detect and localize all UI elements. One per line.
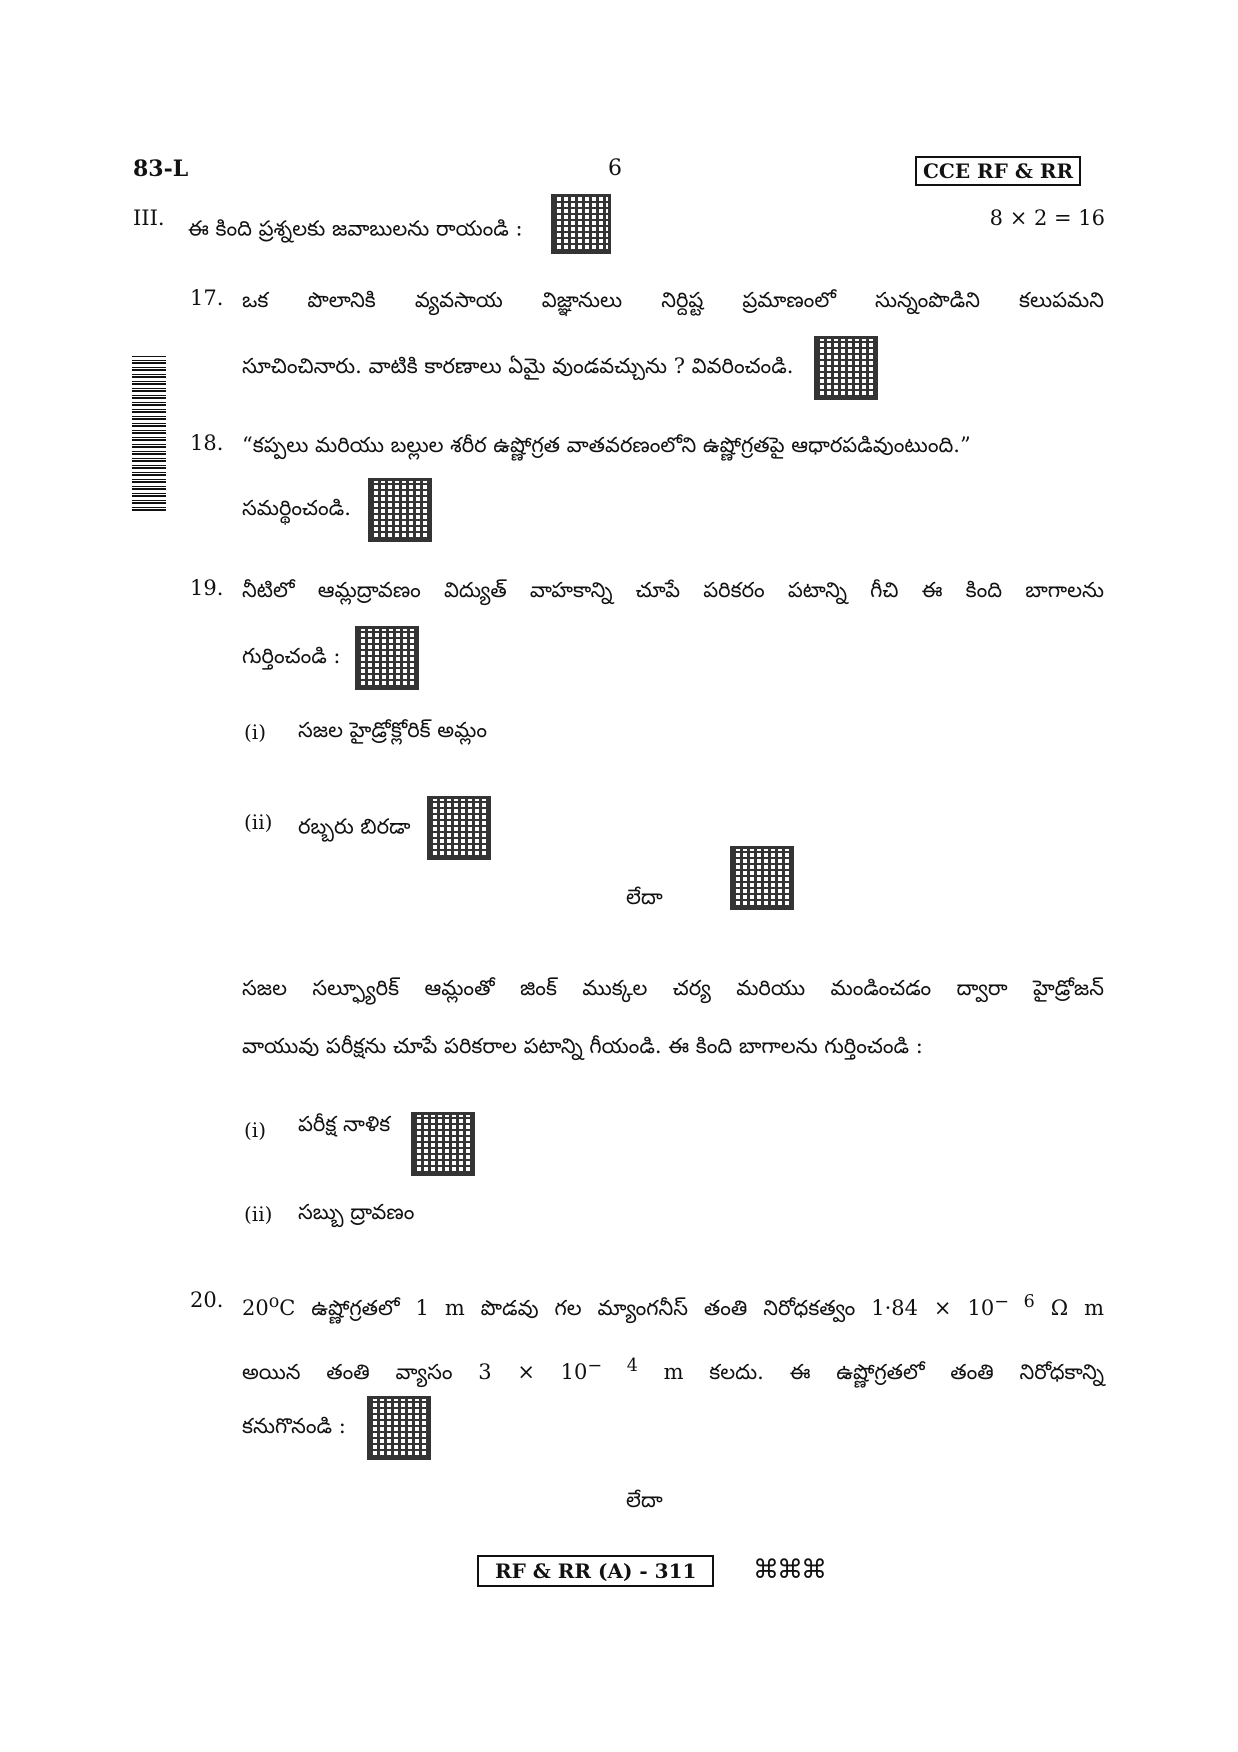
question-20-line3-text: కనుగొనండి : bbox=[242, 1414, 346, 1438]
question-20-line3 bbox=[242, 1394, 431, 1460]
barcode-icon bbox=[132, 356, 166, 511]
question-19-line2-text: గుర్తించండి : bbox=[242, 644, 341, 668]
question-17-line1: ఒక పొలానికి వ్యవసాయ విజ్ఞానులు నిర్దిష్ట ప్రమాణంలో సున్నంపొడిని కలుపమని bbox=[242, 288, 1104, 312]
qr-code-icon bbox=[355, 626, 419, 690]
qr-code-icon bbox=[367, 1396, 431, 1460]
qr-code-container bbox=[730, 846, 794, 910]
question-18-line2-text: సమర్థించండి. bbox=[242, 496, 351, 520]
qr-code-icon bbox=[368, 478, 432, 542]
question-19-alt-line2: వాయువు పరీక్షను చూపే పరికరాల పటాన్ని గీయండి. ఈ కింది బాగాలను గుర్తించండి : bbox=[242, 1034, 923, 1058]
sub-question-label: (ii) bbox=[244, 1202, 273, 1226]
or-separator: లేదా bbox=[626, 885, 663, 909]
question-number: 19. bbox=[190, 576, 224, 600]
section-marks: 8 × 2 = 16 bbox=[989, 206, 1105, 230]
q20-text: C ఉష్ణోగ్రతలో 1 m పొడవు గల మ్యాంగనీస్ తంతి నిరోధకత్వం 1·84 × 10 bbox=[279, 1296, 995, 1320]
qr-code-icon bbox=[551, 194, 611, 254]
qr-code-icon bbox=[814, 336, 878, 400]
question-18-line1: “కప్పలు మరియు బల్లుల శరీర ఉష్ణోగ్రత వాతవరణంలోని ఉష్ణోగ్రతపై ఆధారపడివుంటుంది.” bbox=[242, 433, 971, 457]
page-number: 6 bbox=[608, 156, 622, 181]
q20-text: 20 bbox=[242, 1296, 269, 1320]
sub-question-text: సబ్బు ద్రావణం bbox=[298, 1200, 415, 1224]
footer-ornament-icon: ⌘⌘⌘ bbox=[753, 1555, 825, 1585]
footer-code-box: RF & RR (A) - 311 bbox=[477, 1555, 714, 1587]
question-number: 17. bbox=[190, 286, 224, 310]
q20-text: m కలదు. ఈ ఉష్ణోగ్రతలో తంతి నిరోధకాన్ని bbox=[637, 1360, 1104, 1384]
section-instruction bbox=[188, 206, 611, 254]
qr-code-icon bbox=[427, 796, 491, 860]
section-number: III. bbox=[133, 206, 165, 230]
sub-question-text: పరీక్ష నాళిక bbox=[298, 1112, 391, 1136]
question-number: 18. bbox=[190, 431, 224, 455]
sub-question-label: (i) bbox=[244, 1118, 267, 1142]
qr-code-icon bbox=[411, 1112, 475, 1176]
paper-code: 83-L bbox=[133, 156, 189, 182]
qr-code-icon bbox=[730, 846, 794, 910]
sub-question-item bbox=[298, 796, 491, 860]
q20-sup: o bbox=[268, 1292, 280, 1312]
sub-question-text: సజల హైడ్రోక్లోరిక్ అమ్లం bbox=[298, 718, 487, 742]
section-instruction-text: ఈ కింది ప్రశ్నలకు జవాబులను రాయండి : bbox=[188, 216, 523, 241]
sub-question-label: (ii) bbox=[244, 810, 273, 834]
q20-text: అయిన తంతి వ్యాసం 3 × 10 bbox=[242, 1360, 588, 1384]
sub-question-item bbox=[298, 1112, 475, 1176]
question-19-alt-line1: సజల సల్ఫ్యూరిక్ ఆమ్లంతో జింక్ ముక్కల చర్య మరియు మండించడం ద్వారా హైడ్రోజన్ bbox=[242, 976, 1104, 1000]
q20-exponent: − 4 bbox=[587, 1356, 638, 1376]
question-19-line1: నీటిలో ఆమ్లద్రావణం విద్యుత్ వాహకాన్ని చూపే పరికరం పటాన్ని గీచి ఈ కింది బాగాలను bbox=[242, 578, 1104, 602]
sub-question-text: రబ్బరు బిరడా bbox=[298, 814, 411, 839]
q20-exponent: − 6 bbox=[994, 1292, 1035, 1312]
question-18-line2 bbox=[242, 476, 432, 542]
sub-question-label: (i) bbox=[244, 720, 267, 744]
series-box: CCE RF & RR bbox=[915, 156, 1081, 186]
question-17-line2 bbox=[242, 334, 878, 400]
question-17-line2-text: సూచించినారు. వాటికి కారణాలు ఏమై వుండవచ్చును ? వివరించండి. bbox=[242, 354, 794, 378]
question-19-line2 bbox=[242, 624, 419, 690]
question-number: 20. bbox=[190, 1288, 224, 1312]
q20-text: Ω m bbox=[1034, 1296, 1104, 1320]
question-20-line1 bbox=[242, 1270, 1104, 1340]
or-separator: లేదా bbox=[626, 1488, 663, 1512]
